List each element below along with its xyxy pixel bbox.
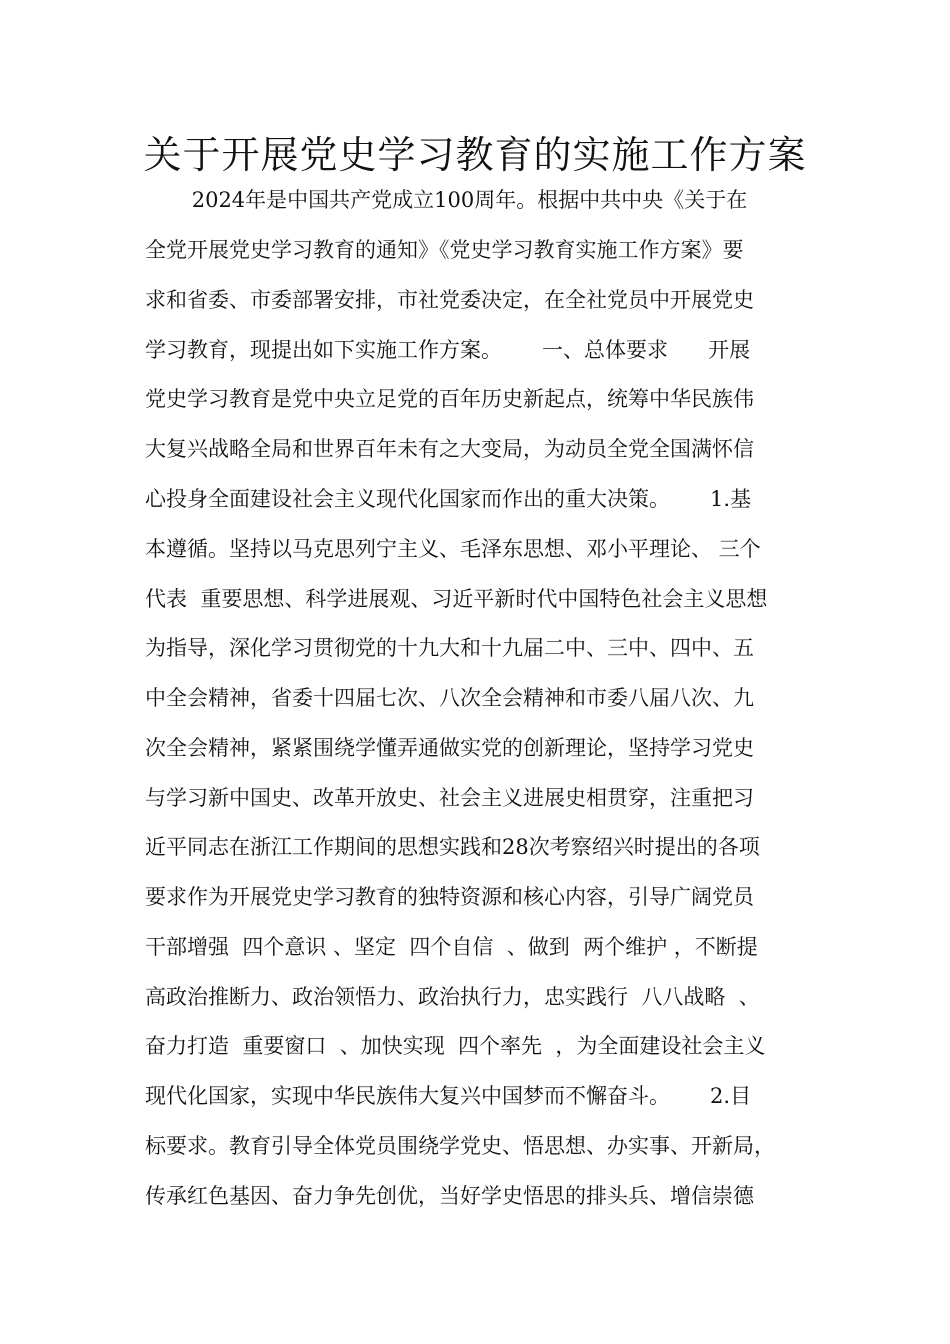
document-title: 关于开展党史学习教育的实施工作方案	[143, 133, 807, 177]
paragraph-line: 党史学习教育是党中央立足党的百年历史新起点，统筹中华民族伟	[145, 387, 754, 411]
paragraph-line: 与学习新中国史、改革开放史、社会主义进展史相贯穿，注重把习	[145, 786, 754, 810]
paragraph-line: 全党开展党史学习教育的通知》《党史学习教育实施工作方案》要	[145, 238, 744, 262]
paragraph-line: 中全会精神，省委十四届七次、八次全会精神和市委八届八次、九	[145, 686, 754, 710]
paragraph-line: 为指导，深化学习贯彻党的十九大和十九届二中、三中、四中、五	[145, 636, 754, 660]
paragraph-line: 近平同志在浙江工作期间的思想实践和28次考察绍兴时提出的各项	[145, 835, 760, 859]
paragraph-line: 现代化国家，实现中华民族伟大复兴中国梦而不懈奋斗。 2.目	[145, 1084, 752, 1108]
paragraph-line: 次全会精神，紧紧围绕学懂弄通做实党的创新理论，坚持学习党史	[145, 736, 754, 760]
paragraph-line: 代表 重要思想、科学进展观、习近平新时代中国特色社会主义思想	[145, 587, 768, 611]
paragraph-line: 2024年是中国共产党成立100周年。根据中共中央《关于在	[145, 188, 748, 212]
paragraph-line: 心投身全面建设社会主义现代化国家而作出的重大决策。 1.基	[145, 487, 752, 511]
paragraph-line: 学习教育，现提出如下实施工作方案。 一、总体要求 开展	[145, 338, 751, 362]
paragraph-line: 干部增强 四个意识 、坚定 四个自信 、做到 两个维护 ，不断提	[145, 935, 758, 959]
paragraph-line: 奋力打造 重要窗口 、加快实现 四个率先 ，为全面建设社会主义	[145, 1034, 766, 1058]
paragraph-line: 高政治推断力、政治领悟力、政治执行力，忠实践行 八八战略 、	[145, 985, 760, 1009]
paragraph-line: 本遵循。坚持以马克思列宁主义、毛泽东思想、邓小平理论、 三个	[145, 537, 761, 561]
paragraph-line: 大复兴战略全局和世界百年未有之大变局，为动员全党全国满怀信	[145, 437, 754, 461]
paragraph-line: 求和省委、市委部署安排，市社党委决定，在全社党员中开展党史	[145, 288, 754, 312]
paragraph-line: 要求作为开展党史学习教育的独特资源和核心内容，引导广阔党员	[145, 885, 754, 909]
paragraph-line: 传承红色基因、奋力争先创优，当好学史悟思的排头兵、增信崇德	[145, 1184, 754, 1208]
paragraph-line: 标要求。教育引导全体党员围绕学党史、悟思想、办实事、开新局，	[145, 1134, 775, 1158]
